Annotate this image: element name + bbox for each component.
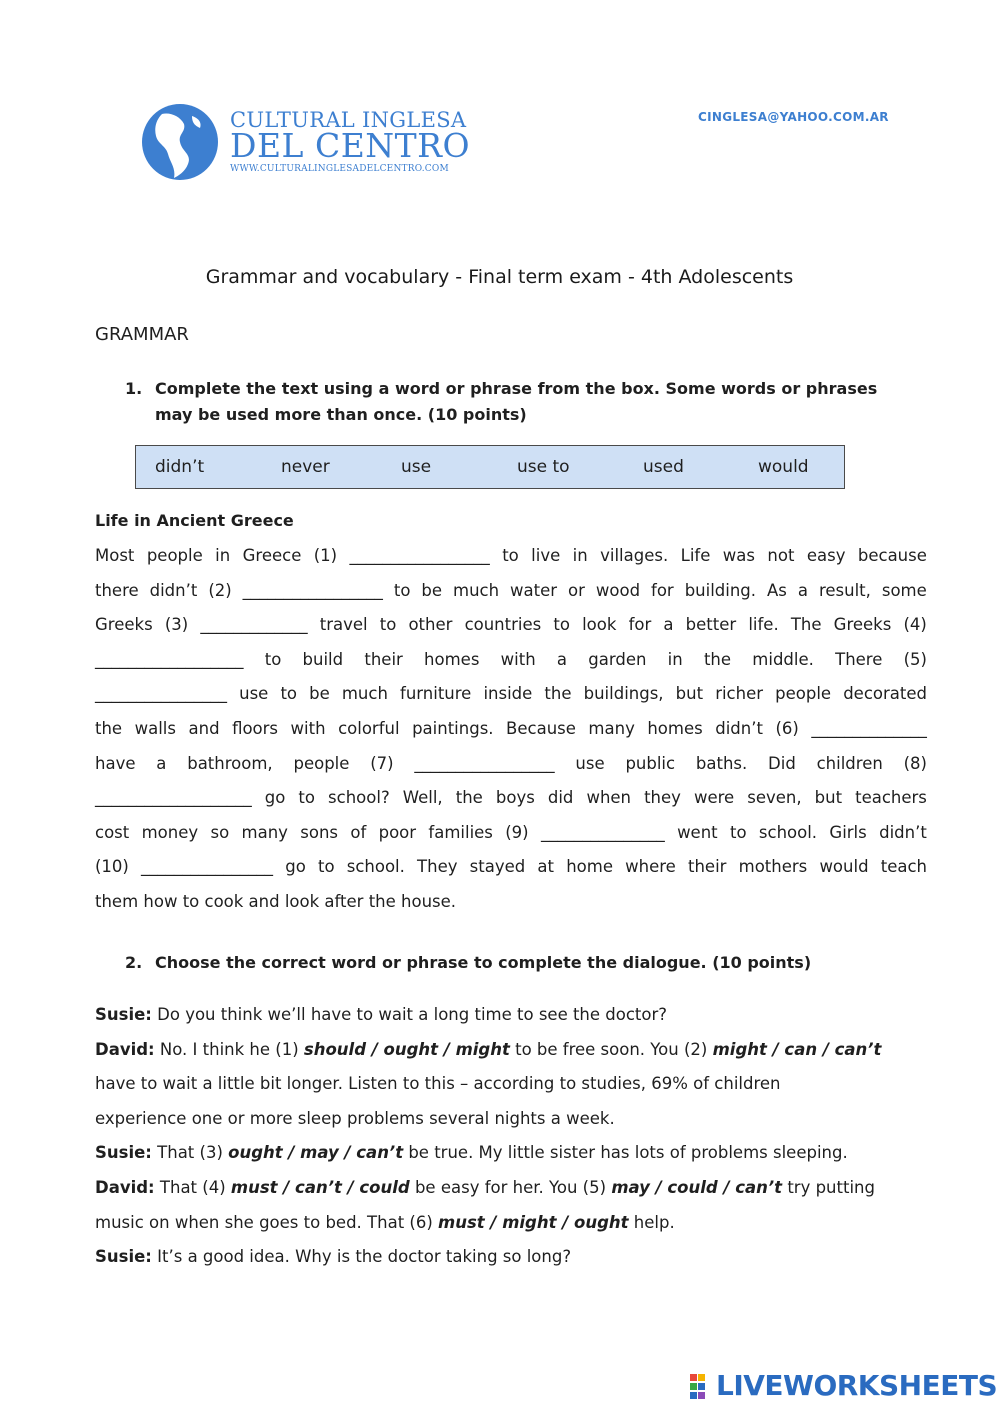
dialogue-line <box>95 1109 615 1128</box>
passage-line: them how to cook and look after the house. <box>95 892 457 911</box>
passage-word: they <box>644 788 681 808</box>
passage-word: so <box>210 822 230 842</box>
passage-word: to <box>280 684 298 704</box>
passage-word: build <box>302 649 344 669</box>
word-box <box>135 445 845 489</box>
passage-word: (1) <box>313 546 338 565</box>
dialogue-text: help. <box>628 1212 675 1232</box>
passage-word: a <box>156 753 167 773</box>
word-box-item: would <box>758 457 809 477</box>
passage-line <box>95 684 927 703</box>
passage-word: but <box>814 788 843 808</box>
passage-line <box>95 754 927 773</box>
passage-word: colorful <box>338 719 400 738</box>
dialogue-line <box>95 1040 881 1059</box>
passage-word: a <box>663 615 674 635</box>
passage-word: live <box>531 546 561 565</box>
answer-blank[interactable]: _________________ <box>349 546 490 565</box>
passage-word: their <box>688 857 727 877</box>
passage-word: be <box>421 580 443 600</box>
answer-options[interactable]: may / could / can’t <box>611 1178 783 1197</box>
word-box-item: never <box>281 457 330 477</box>
passage-word: to <box>317 857 335 877</box>
answer-blank[interactable]: _______________ <box>540 822 665 842</box>
passage-word: their <box>364 649 403 669</box>
passage-word: furniture <box>400 684 472 704</box>
dialogue-text: have to wait a little bit longer. Listen to this – according to studies, 69% of children <box>95 1074 781 1094</box>
passage-word: building. <box>684 580 757 600</box>
passage-word: sons <box>300 822 339 842</box>
answer-blank[interactable]: ________________ <box>141 857 274 877</box>
dialogue-text: be true. My little sister has lots of problems sleeping. <box>403 1143 848 1163</box>
answer-options[interactable]: must / might / ought <box>438 1212 629 1232</box>
passage-word: (3) <box>164 615 189 635</box>
answer-options[interactable]: should / ought / might <box>303 1039 510 1059</box>
passage-word: use <box>575 753 605 773</box>
passage-word: bathroom, <box>187 753 273 773</box>
passage-word: decorated <box>843 684 927 704</box>
logo-line1: CULTURAL INGLESA <box>230 108 467 132</box>
passage-word: people <box>293 753 350 773</box>
passage-word: result, <box>818 580 871 600</box>
globe-icon <box>140 102 220 182</box>
answer-blank[interactable]: _________________ <box>242 580 383 600</box>
passage-word: mothers <box>738 857 808 877</box>
passage-word: (9) <box>505 822 529 842</box>
passage-word: a <box>556 649 568 669</box>
passage-word: or <box>568 580 585 600</box>
passage-word: Well, <box>402 788 443 808</box>
passage-word: to <box>502 546 519 565</box>
passage-word: inside <box>483 684 533 704</box>
answer-blank[interactable]: __________________ <box>95 649 244 669</box>
passage-word: for <box>651 580 674 600</box>
passage-word: (6) <box>775 719 799 738</box>
q2-instruction: Choose the correct word or phrase to complete the dialogue. (10 points) <box>155 953 812 972</box>
speaker-name: Susie: <box>95 1005 152 1024</box>
answer-blank[interactable]: _________________ <box>414 753 555 773</box>
liveworksheets-icon <box>690 1374 714 1400</box>
dialogue-line <box>95 1074 781 1093</box>
passage-word: didn’t <box>715 719 763 738</box>
page-title: Grammar and vocabulary - Final term exam - 4th Adolescents <box>205 266 794 288</box>
passage-word: to <box>264 649 282 669</box>
passage-line <box>95 823 927 842</box>
passage-word: with <box>290 719 326 738</box>
q1-instruction-line1: Complete the text using a word or phrase from the box. Some words or phrases <box>155 379 878 398</box>
passage-word: buildings, <box>583 684 664 704</box>
passage-word: were <box>693 788 735 808</box>
passage-word: did <box>547 788 574 808</box>
passage-word: be <box>309 684 330 704</box>
passage-word: walls <box>134 719 176 738</box>
word-box-item: use to <box>517 457 570 477</box>
passage-word: to <box>393 580 411 600</box>
passage-title: Life in Ancient Greece <box>95 511 294 530</box>
passage-word: when <box>586 788 632 808</box>
passage-word: to <box>379 615 397 635</box>
passage-word: many <box>588 719 635 738</box>
passage-word: (7) <box>370 753 394 773</box>
passage-word: (8) <box>903 753 927 773</box>
passage-word: school. <box>758 822 818 842</box>
passage-word: where <box>625 857 676 877</box>
passage-word: of <box>350 822 367 842</box>
passage-word: travel <box>319 615 368 635</box>
dialogue-text: try putting <box>782 1178 875 1197</box>
answer-blank[interactable]: ________________ <box>95 684 227 704</box>
passage-word: look <box>582 615 617 635</box>
dialogue-text: be easy for her. You (5) <box>409 1178 612 1197</box>
passage-word: a <box>797 580 808 600</box>
q2-number: 2. <box>125 953 143 972</box>
passage-line <box>95 581 927 600</box>
passage-word: homes <box>647 719 703 738</box>
passage-word: in <box>667 649 683 669</box>
dialogue-line <box>95 1213 675 1232</box>
passage-line <box>95 650 927 669</box>
logo-line2: DEL CENTRO <box>230 126 471 165</box>
dialogue-line <box>95 1178 875 1197</box>
passage-word: They <box>417 857 458 877</box>
speaker-name: David: <box>95 1178 155 1197</box>
q1-instruction-line2: may be used more than once. (10 points) <box>155 405 527 424</box>
dialogue-line <box>95 1247 571 1266</box>
dialogue-line <box>95 1005 667 1024</box>
passage-word: (2) <box>208 580 232 600</box>
passage-word: because <box>857 546 927 565</box>
answer-options[interactable]: might / can / can’t <box>712 1039 882 1059</box>
passage-word: at <box>537 857 555 877</box>
dialogue-text: to be free soon. You (2) <box>509 1039 713 1059</box>
passage-word: other <box>408 615 453 635</box>
passage-word: the <box>95 719 123 738</box>
passage-word: people <box>146 546 203 565</box>
dialogue-text: It’s a good idea. Why is the doctor taking so long? <box>151 1247 572 1267</box>
dialogue-text: That (4) <box>154 1178 231 1197</box>
passage-word: villages. <box>600 546 669 565</box>
passage-word: go <box>285 857 306 877</box>
dialogue-text: No. I think he (1) <box>154 1039 304 1059</box>
speaker-name: David: <box>95 1039 155 1059</box>
passage-line <box>95 857 927 876</box>
passage-word: for <box>628 615 652 635</box>
passage-word: seven, <box>747 788 802 808</box>
passage-word: go <box>264 788 286 808</box>
passage-word: with <box>500 649 536 669</box>
passage-word: much <box>341 684 388 704</box>
word-box-item: didn’t <box>155 457 205 477</box>
word-box-item: use <box>401 457 432 477</box>
passage-word: in <box>572 546 588 565</box>
passage-word: garden <box>588 649 647 669</box>
passage-word: Life <box>680 546 711 565</box>
passage-word: (4) <box>903 615 927 635</box>
passage-word: to <box>729 822 747 842</box>
logo-url: WWW.CULTURALINGLESADELCENTRO.COM <box>230 164 449 174</box>
speaker-name: Susie: <box>95 1143 152 1163</box>
word-box-item: used <box>643 457 684 477</box>
passage-word: water <box>510 580 558 600</box>
dialogue-line <box>95 1143 848 1162</box>
dialogue-text: experience one or more sleep problems several nights a week. <box>95 1108 615 1128</box>
passage-word: middle. <box>752 649 814 669</box>
passage-word: people <box>775 684 832 704</box>
passage-word: As <box>767 580 787 600</box>
answer-options[interactable]: must / can’t / could <box>230 1178 410 1197</box>
passage-word: stayed <box>469 857 526 877</box>
answer-blank[interactable]: ______________ <box>811 719 927 738</box>
passage-word: the <box>544 684 572 704</box>
passage-word: floors <box>232 719 279 738</box>
passage-word: baths. <box>695 753 748 773</box>
passage-word: didn’t <box>879 822 927 842</box>
passage-word: Because <box>506 719 576 738</box>
passage-word: went <box>677 822 718 842</box>
dialogue-text: That (3) <box>151 1143 229 1163</box>
passage-word: Girls <box>829 822 867 842</box>
passage-word: school. <box>346 857 405 877</box>
passage-word: children <box>816 753 883 773</box>
liveworksheets-brand: LIVEWORKSHEETS <box>716 1369 998 1402</box>
passage-word: poor <box>378 822 417 842</box>
passage-word: money <box>141 822 199 842</box>
passage-word: Greeks <box>833 615 892 635</box>
passage-word: much <box>453 580 500 600</box>
passage-word: wood <box>595 580 641 600</box>
passage-word: would <box>819 857 869 877</box>
passage-word: life. <box>748 615 779 635</box>
passage-word: home <box>566 857 613 877</box>
passage-word: school? <box>328 788 390 808</box>
passage-word: to <box>298 788 315 808</box>
passage-word: didn’t <box>149 580 198 600</box>
passage-word: Most <box>95 546 135 565</box>
passage-line <box>95 615 927 634</box>
q1-number: 1. <box>125 379 143 398</box>
passage-word: Greeks <box>95 615 153 635</box>
passage-word: but <box>675 684 704 704</box>
passage-word: have <box>95 753 136 773</box>
passage-word: not <box>767 546 795 565</box>
passage-word: Did <box>768 753 796 773</box>
passage-word: Greece <box>242 546 302 565</box>
contact-email: CINGLESA@YAHOO.COM.AR <box>698 110 889 124</box>
passage-word: cost <box>95 822 130 842</box>
passage-word: use <box>239 684 269 704</box>
passage-word: The <box>790 615 822 635</box>
passage-line <box>95 788 927 807</box>
passage-word: in <box>215 546 231 565</box>
passage-line <box>95 719 927 738</box>
passage-word: to <box>553 615 570 635</box>
passage-word: homes <box>424 649 480 669</box>
passage-word: easy <box>806 546 846 565</box>
passage-word: public <box>625 753 676 773</box>
passage-word: many <box>241 822 288 842</box>
school-logo <box>140 100 470 185</box>
passage-word: teach <box>880 857 927 877</box>
passage-word: better <box>685 615 737 635</box>
passage-word: teachers <box>855 788 927 808</box>
speaker-name: Susie: <box>95 1247 152 1267</box>
passage-word: was <box>722 546 755 565</box>
passage-word: some <box>881 580 927 600</box>
passage-word: richer <box>715 684 764 704</box>
section-heading: GRAMMAR <box>95 324 189 345</box>
passage-word: paintings. <box>412 719 494 738</box>
passage-word: families <box>428 822 493 842</box>
passage-word: There <box>835 649 883 669</box>
passage-word: boys <box>495 788 535 808</box>
passage-word: there <box>95 580 139 600</box>
passage-line <box>95 546 927 565</box>
passage-word: (10) <box>95 857 129 877</box>
answer-blank[interactable]: ___________________ <box>95 788 252 808</box>
passage-word: the <box>455 788 483 808</box>
passage-word: the <box>703 649 732 669</box>
passage-word: countries <box>464 615 542 635</box>
passage-word: and <box>188 719 220 738</box>
answer-blank[interactable]: _____________ <box>200 615 308 635</box>
dialogue-text: music on when she goes to bed. That (6) <box>95 1212 439 1232</box>
passage-word: (5) <box>903 649 927 669</box>
answer-options[interactable]: ought / may / can’t <box>228 1143 404 1163</box>
dialogue-text: Do you think we’ll have to wait a long time to see the doctor? <box>151 1005 668 1024</box>
